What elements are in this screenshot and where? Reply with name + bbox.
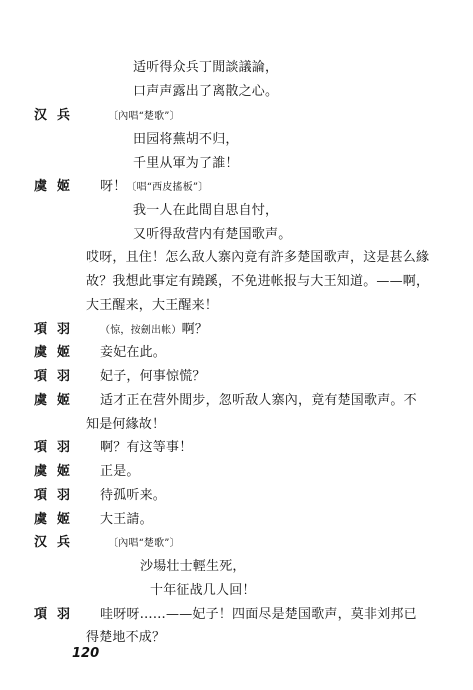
dialogue-line: 正是。 xyxy=(100,464,140,479)
stage-direction: （惊，按劍出帐） xyxy=(100,325,182,336)
verse-line: 千里从軍为了誰！ xyxy=(133,156,239,171)
dialogue-line: 哎呀，且住！怎么敌人寨內竟有許多楚国歌声，这是甚么緣 xyxy=(86,250,430,265)
dialogue-line: 啊？有这等事！ xyxy=(100,440,193,455)
speaker-xiang-yu: 項羽 xyxy=(34,607,81,622)
verse-line: 口声声露出了离散之心。 xyxy=(133,84,279,99)
verse-line: 又听得敌营内有楚国歌声。 xyxy=(133,227,292,242)
dialogue-line: 妃子，何事惊慌？ xyxy=(100,369,206,384)
verse-line: 我一人在此間自思自忖， xyxy=(133,203,279,218)
speaker-xiang-yu: 項羽 xyxy=(34,440,81,455)
speaker-xiang-yu: 項羽 xyxy=(34,488,81,503)
dialogue-line: 故？我想此事定有蹺蹊，不免进帐报与大王知道。——啊， xyxy=(86,274,430,289)
dialogue-line: 大王醒来，大王醒来！ xyxy=(86,298,219,313)
speaker-yu-ji: 虞姬 xyxy=(34,464,81,479)
dialogue-text: 啊？ xyxy=(181,322,209,337)
dialogue-line: 知是何緣故！ xyxy=(86,417,166,432)
dialogue-line xyxy=(100,179,208,196)
stage-direction: 〔內唱“楚歌”〕 xyxy=(108,111,180,122)
speaker-han-bing: 汉兵 xyxy=(34,535,81,550)
page-number: 120 xyxy=(72,646,100,661)
dialogue-line: 适才正在营外閒步，忽听敌人寨內，竟有楚国歌声。不 xyxy=(100,393,417,408)
speaker-yu-ji: 虞姬 xyxy=(34,345,81,360)
dialogue-text: 呀！ xyxy=(100,179,127,194)
speaker-yu-ji: 虞姬 xyxy=(34,179,81,194)
dialogue-line: 哇呀呀……——妃子！四面尽是楚国歌声，莫非刘邦已 xyxy=(100,607,417,622)
dialogue-line: 妾妃在此。 xyxy=(100,345,167,360)
stage-direction: 〔內唱“楚歌”〕 xyxy=(108,538,180,549)
verse-line: 十年征战几人回！ xyxy=(150,583,256,598)
speaker-xiang-yu: 項羽 xyxy=(34,369,81,384)
dialogue-line: 得楚地不成？ xyxy=(86,630,166,645)
speaker-han-bing: 汉兵 xyxy=(34,108,81,123)
verse-line: 田园将蕪胡不归， xyxy=(133,132,239,147)
speaker-yu-ji: 虞姬 xyxy=(34,393,81,408)
speaker-xiang-yu: 項羽 xyxy=(34,322,81,337)
dialogue-line: 大王請。 xyxy=(100,512,153,527)
speaker-yu-ji: 虞姬 xyxy=(34,512,81,527)
verse-line: 沙場壮士輕生死， xyxy=(140,559,246,574)
stage-direction: 〔唱“西皮搖板”〕 xyxy=(126,182,209,193)
dialogue-line: 待孤听来。 xyxy=(100,488,167,503)
dialogue-line xyxy=(100,322,208,339)
verse-line: 适听得众兵丁閒談議論， xyxy=(133,60,279,75)
